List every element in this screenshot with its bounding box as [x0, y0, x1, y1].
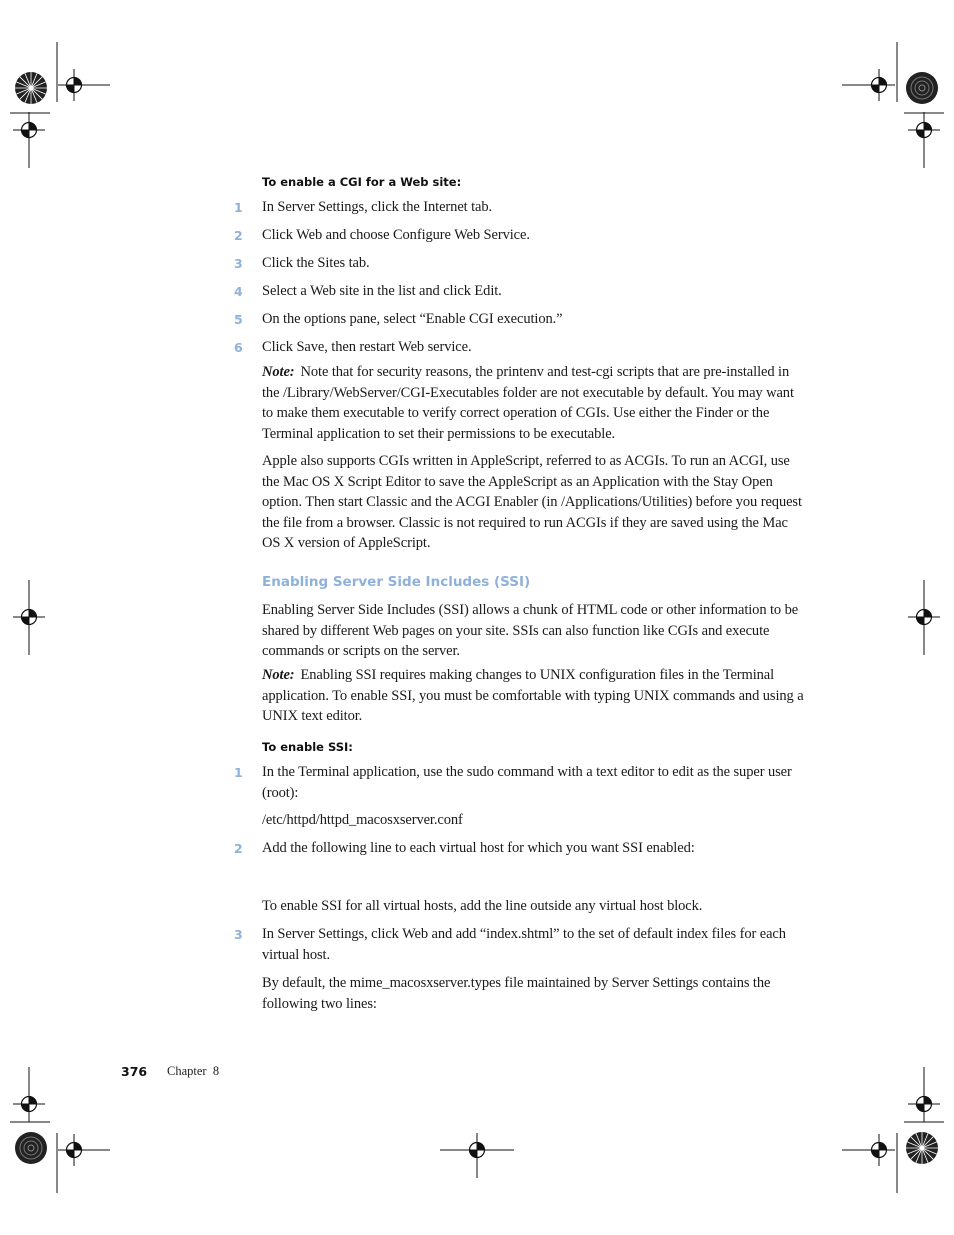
- config-file-path: /etc/httpd/httpd_macosxserver.conf: [262, 812, 463, 828]
- step-number: 3: [234, 256, 243, 271]
- step-text: In Server Settings, click Web and add “index.shtml” to the set of default index files for each virtual host.: [262, 926, 786, 963]
- step-text: Click the Sites tab.: [262, 255, 370, 271]
- starburst-mark-icon: [906, 1132, 938, 1164]
- step-followup: To enable SSI for all virtual hosts, add the line outside any virtual host block.: [262, 898, 703, 914]
- chapter-label: Chapter 8: [167, 1064, 220, 1078]
- note-text: Note that for security reasons, the printenv and test-cgi scripts that are pre-installed in the /Library/WebServer/CGI-Executables folder are not executable by default. You may want to make them executable to verify correct operation of CGIs. Use either the Finder or the Terminal application to set their permissions to be executable.: [262, 364, 794, 442]
- ring-mark-icon: [15, 1132, 47, 1164]
- step-text: In the Terminal application, use the sudo command with a text editor to edit as the super user (root):: [262, 764, 792, 801]
- step-text: On the options pane, select “Enable CGI execution.”: [262, 311, 563, 327]
- step-number: 4: [234, 284, 243, 299]
- starburst-mark-icon: [15, 72, 47, 104]
- step-text: In Server Settings, click the Internet tab.: [262, 199, 493, 215]
- note-paragraph: [262, 362, 807, 444]
- step-number: 6: [234, 340, 243, 355]
- task-heading-cgi: To enable a CGI for a Web site:: [262, 175, 462, 189]
- ring-mark-icon: [906, 72, 938, 104]
- step-text: Add the following line to each virtual host for which you want SSI enabled:: [262, 840, 695, 856]
- note-label: Note:: [262, 364, 295, 380]
- task-heading-ssi: To enable SSI:: [262, 740, 353, 754]
- step-text: Select a Web site in the list and click Edit.: [262, 283, 502, 299]
- page-number: 376: [121, 1064, 148, 1079]
- step-followup: By default, the mime_macosxserver.types file maintained by Server Settings contains the following two lines:: [262, 975, 771, 1012]
- ssi-note-paragraph: [262, 665, 807, 727]
- note-text: Enabling SSI requires making changes to UNIX configuration files in the Terminal application. To enable SSI, you must be comfortable with typing UNIX commands and using a UNIX text editor.: [262, 667, 804, 724]
- step-number: 1: [234, 765, 243, 780]
- section-heading-ssi: Enabling Server Side Includes (SSI): [262, 574, 531, 590]
- step-number: 1: [234, 200, 243, 215]
- step-text: Click Save, then restart Web service.: [262, 339, 472, 355]
- step-text: Click Web and choose Configure Web Service.: [262, 227, 530, 243]
- step-number: 2: [234, 841, 243, 856]
- step-number: 3: [234, 927, 243, 942]
- note-label: Note:: [262, 667, 295, 683]
- step-number: 5: [234, 312, 243, 327]
- acgi-paragraph: Apple also supports CGIs written in AppleScript, referred to as ACGIs. To run an ACGI, use the Mac OS X Script Editor to save the AppleScript as an Application with the Stay Open option. Then start Classic and the ACGI Enabler (in /Applications/Utilities) before you request the file from a browser. Classic is not required to run ACGIs if they are saved using the Mac OS X version of AppleScript.: [262, 453, 802, 551]
- step-number: 2: [234, 228, 243, 243]
- ssi-intro-paragraph: Enabling Server Side Includes (SSI) allows a chunk of HTML code or other information to be shared by different Web pages on your site. SSIs can also function like CGIs and execute commands or scripts on the server.: [262, 602, 799, 659]
